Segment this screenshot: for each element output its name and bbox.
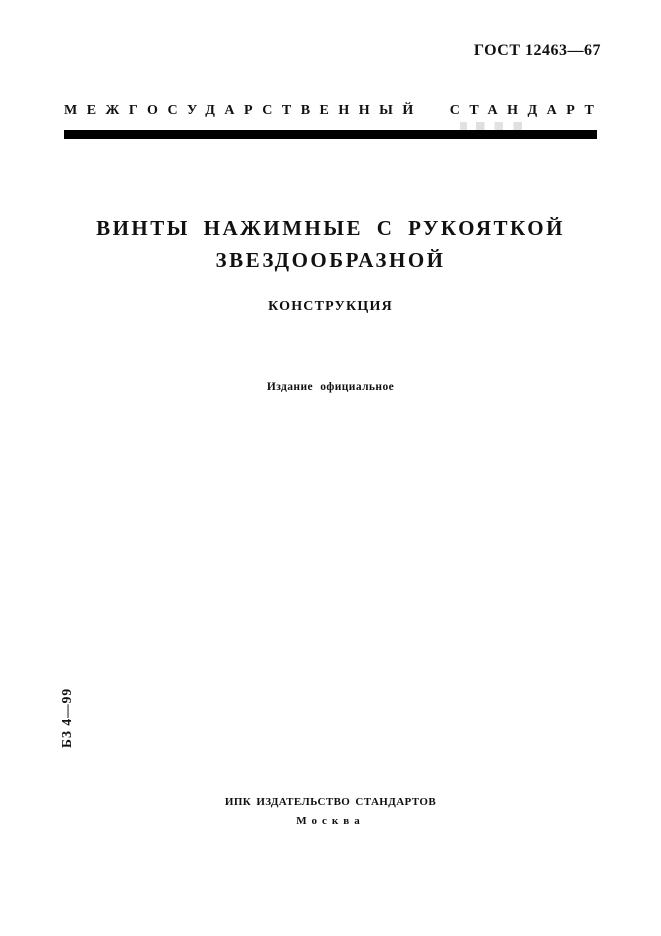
scan-artifact [460,122,532,130]
standard-type-heading: МЕЖГОСУДАРСТВЕННЫЙ СТАНДАРТ [64,103,604,118]
document-subtitle: КОНСТРУКЦИЯ [268,299,393,314]
horizontal-rule [64,130,597,139]
document-title [0,212,661,276]
document-title-line1: ВИНТЫ НАЖИМНЫЕ С РУКОЯТКОЙ [96,216,565,240]
publisher-name: ИПК ИЗДАТЕЛЬСТВО СТАНДАРТОВ [224,796,437,808]
publisher-city: Москва [296,815,365,827]
edition-note: Издание официальное [266,381,395,393]
document-title-line2: ЗВЕЗДООБРАЗНОЙ [215,248,446,272]
document-number: ГОСТ 12463—67 [473,42,601,59]
side-margin-code: БЗ 4—99 [59,687,74,748]
